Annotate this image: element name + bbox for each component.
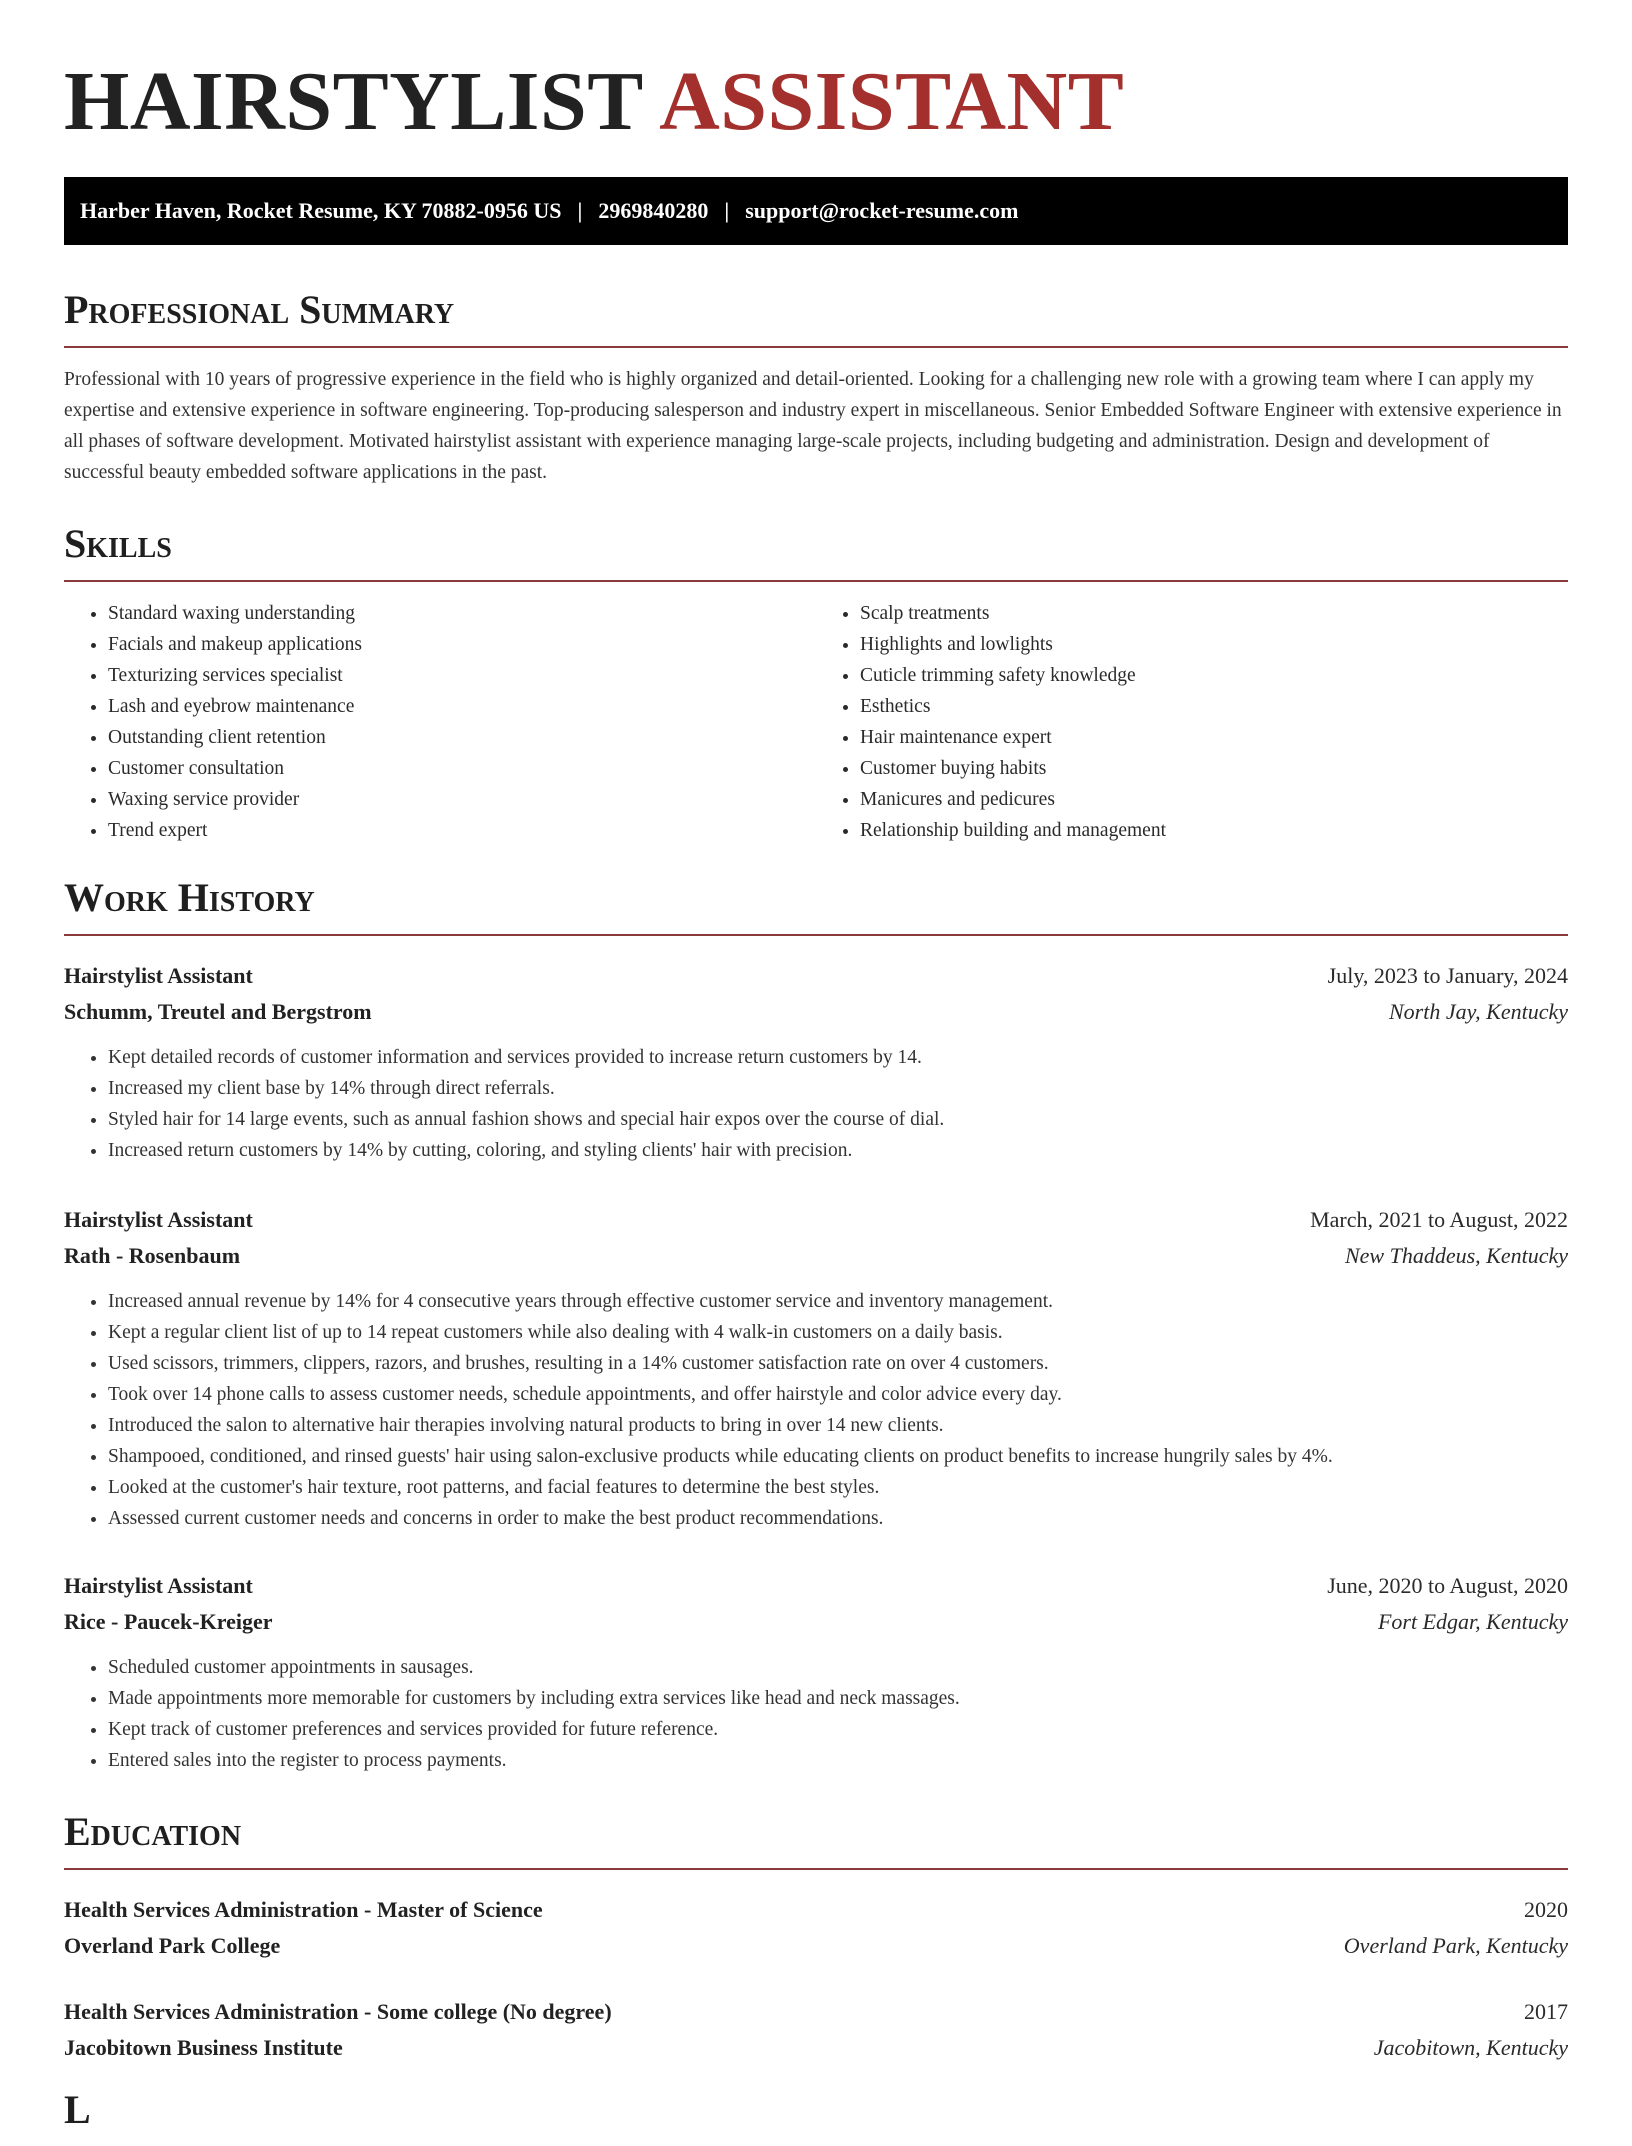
job-company-row — [64, 1604, 1568, 1640]
job-company-row — [64, 1238, 1568, 1274]
contact-email: support@rocket-resume.com — [745, 197, 1019, 223]
job-bullet: • Introduced the salon to alternative hair therapies involving natural products to bring in over 14 new clients. — [108, 1410, 1568, 1441]
education-entry — [64, 1892, 1568, 1964]
job-entry — [64, 958, 1568, 1166]
edu-degree: Health Services Administration - Some college (No degree) — [64, 1999, 612, 2024]
skills-heading: Skills — [64, 522, 1568, 582]
summary-heading: Professional Summary — [64, 288, 1568, 348]
job-bullets — [64, 1286, 1568, 1534]
job-bullet: • Entered sales into the register to process payments. — [108, 1745, 1568, 1776]
next-section-heading: L — [64, 2087, 91, 2132]
skill-item: • Texturizing services specialist — [108, 660, 816, 691]
job-entry — [64, 1568, 1568, 1776]
skill-item: • Scalp treatments — [860, 598, 1568, 629]
edu-school-row — [64, 1928, 1568, 1964]
job-bullet: • Styled hair for 14 large events, such as annual fashion shows and special hair expos over the course of dial. — [108, 1104, 1568, 1135]
job-title-row — [64, 1202, 1568, 1238]
education-section — [64, 1810, 1568, 1870]
skills-list-left — [64, 598, 816, 846]
job-location: New Thaddeus, Kentucky — [1344, 1243, 1568, 1268]
skills-section — [64, 522, 1568, 846]
work-section — [64, 876, 1568, 936]
edu-year: 2020 — [1524, 1897, 1568, 1922]
skill-item: • Customer buying habits — [860, 753, 1568, 784]
work-heading: Work History — [64, 876, 1568, 936]
job-location: Fort Edgar, Kentucky — [1377, 1609, 1568, 1634]
skill-item: • Manicures and pedicures — [860, 784, 1568, 815]
edu-degree: Health Services Administration - Master of Science — [64, 1897, 543, 1922]
skill-item: • Waxing service provider — [108, 784, 816, 815]
skill-item: • Cuticle trimming safety knowledge — [860, 660, 1568, 691]
edu-degree-row — [64, 1994, 1568, 2030]
skills-list-right — [816, 598, 1568, 846]
job-dates: June, 2020 to August, 2020 — [1327, 1573, 1568, 1598]
job-bullet: • Increased my client base by 14% through direct referrals. — [108, 1073, 1568, 1104]
edu-school-row — [64, 2030, 1568, 2066]
job-company: Rath - Rosenbaum — [64, 1243, 241, 1268]
job-company: Schumm, Treutel and Bergstrom — [64, 999, 372, 1024]
job-company: Rice - Paucek-Kreiger — [64, 1609, 273, 1634]
job-bullet: • Assessed current customer needs and concerns in order to make the best product recommendations. — [108, 1503, 1568, 1534]
edu-location: Jacobitown, Kentucky — [1373, 2035, 1568, 2060]
job-company-row — [64, 994, 1568, 1030]
next-section — [64, 2088, 1568, 2146]
contact-separator: | — [724, 197, 730, 223]
job-bullet: • Looked at the customer's hair texture, root patterns, and facial features to determine the best styles. — [108, 1472, 1568, 1503]
job-title-row — [64, 1568, 1568, 1604]
education-entry — [64, 1994, 1568, 2066]
job-dates: March, 2021 to August, 2022 — [1310, 1207, 1568, 1232]
summary-section — [64, 288, 1568, 488]
job-title-row — [64, 958, 1568, 994]
edu-year: 2017 — [1524, 1999, 1568, 2024]
job-dates: July, 2023 to January, 2024 — [1327, 963, 1568, 988]
job-title: Hairstylist Assistant — [64, 1573, 253, 1598]
job-bullet: • Kept a regular client list of up to 14 repeat customers while also dealing with 4 walk-in customers on a daily basis. — [108, 1317, 1568, 1348]
job-bullet: • Kept detailed records of customer information and services provided to increase return customers by 14. — [108, 1042, 1568, 1073]
job-bullet: • Kept track of customer preferences and services provided for future reference. — [108, 1714, 1568, 1745]
title-accent: ASSISTANT — [659, 55, 1125, 148]
job-title: Hairstylist Assistant — [64, 963, 253, 988]
contact-bar — [64, 177, 1568, 245]
resume-title — [64, 52, 1568, 153]
job-bullets — [64, 1042, 1568, 1166]
skills-columns — [64, 598, 1568, 846]
contact-separator: | — [577, 197, 583, 223]
resume-page — [64, 0, 1568, 2132]
skill-item: • Standard waxing understanding — [108, 598, 816, 629]
job-entry — [64, 1202, 1568, 1534]
title-main: HAIRSTYLIST — [64, 55, 643, 148]
job-bullet: • Used scissors, trimmers, clippers, razors, and brushes, resulting in a 14% customer satisfaction rate on over 4 customers. — [108, 1348, 1568, 1379]
edu-school: Overland Park College — [64, 1933, 281, 1958]
job-title: Hairstylist Assistant — [64, 1207, 253, 1232]
skill-item: • Trend expert — [108, 815, 816, 846]
contact-phone: 2969840280 — [598, 197, 709, 223]
job-bullet: • Increased annual revenue by 14% for 4 consecutive years through effective customer service and inventory management. — [108, 1286, 1568, 1317]
skill-item: • Outstanding client retention — [108, 722, 816, 753]
skill-item: • Relationship building and management — [860, 815, 1568, 846]
skill-item: • Hair maintenance expert — [860, 722, 1568, 753]
skill-item: • Facials and makeup applications — [108, 629, 816, 660]
skill-item: • Lash and eyebrow maintenance — [108, 691, 816, 722]
job-bullet: • Shampooed, conditioned, and rinsed guests' hair using salon-exclusive products while educating clients on product benefits to increase hungrily sales by 4%. — [108, 1441, 1568, 1472]
edu-location: Overland Park, Kentucky — [1343, 1933, 1568, 1958]
skill-item: • Customer consultation — [108, 753, 816, 784]
summary-text: Professional with 10 years of progressive experience in the field who is highly organized and detail-oriented. Looking for a challenging new role with a growing team where I can apply my expertise and extensive experience in software engineering. Top-producing salesperson and industry expert in miscellaneous. Senior Embedded Software Engineer with extensive experience in all phases of software development. Motivated hairstylist assistant with experience managing large-scale projects, including budgeting and administration. Design and development of successful beauty embedded software applications in the past. — [64, 369, 1562, 483]
edu-degree-row — [64, 1892, 1568, 1928]
edu-school: Jacobitown Business Institute — [64, 2035, 343, 2060]
skill-item: • Esthetics — [860, 691, 1568, 722]
job-bullet: • Made appointments more memorable for customers by including extra services like head and neck massages. — [108, 1683, 1568, 1714]
skill-item: • Highlights and lowlights — [860, 629, 1568, 660]
job-bullets — [64, 1652, 1568, 1776]
job-bullet: • Took over 14 phone calls to assess customer needs, schedule appointments, and offer hairstyle and color advice every day. — [108, 1379, 1568, 1410]
job-bullet: • Scheduled customer appointments in sausages. — [108, 1652, 1568, 1683]
job-location: North Jay, Kentucky — [1388, 999, 1568, 1024]
education-heading: Education — [64, 1810, 1568, 1870]
contact-address: Harber Haven, Rocket Resume, KY 70882-0956 US — [80, 197, 562, 223]
job-bullet: • Increased return customers by 14% by cutting, coloring, and styling clients' hair with precision. — [108, 1135, 1568, 1166]
